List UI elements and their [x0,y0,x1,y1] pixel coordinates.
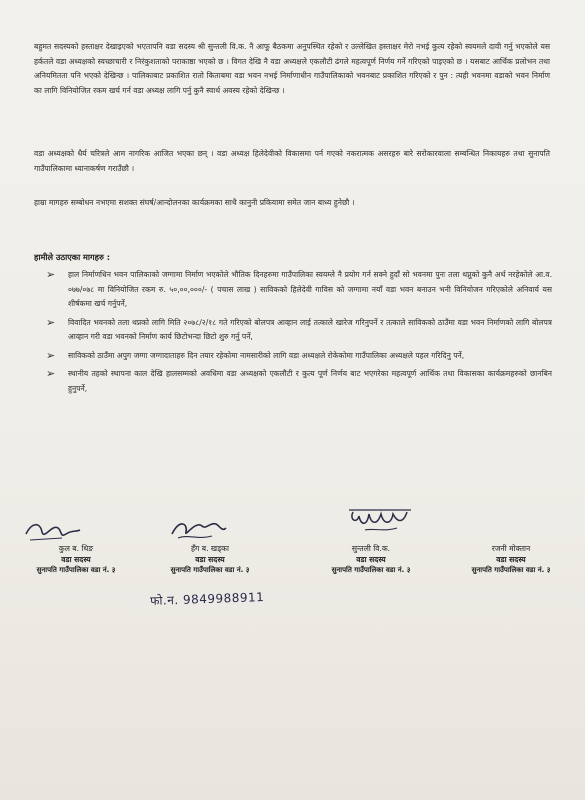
signature-scribble-2 [168,514,228,542]
demand-text: स्थानीय तहको स्थापना काल देखि हालसम्मको अवधिमा वडा अध्यक्षको एकलौटी र कुत्य पूर्ण निर्णय बाट भएगरेका महत्वपूर्ण आर्थिक तथा विकासका कार्यक्रमहरुको छानबिन हुनुपर्ने, [68,369,552,393]
signature-scribble-3 [345,502,415,536]
signatory-name: सुन्तली वि.क. [351,544,391,553]
signatory-ward: सुनापति गाउँपालिका वडा नं. ३ [36,566,116,574]
arrow-bullet-icon: ➢ [46,367,56,380]
signatory-ward: सुनापति गाउँपालिका वडा नं. ३ [471,566,551,574]
demand-item [46,367,552,396]
arrow-bullet-icon: ➢ [46,268,56,281]
demand-text: विवादित भवनको तला थप्नको लागि मिति २०७८/२/१८ गते गरिएको बोलपत्र आव्हान लाई तत्काले खारेज गरिनुपर्ने र तत्काले साविकको ठाउँमा वडा भवन निर्माणको लागि बोलपत्र आव्हान गरी वडा भवनको निर्माण कार्य छिटोभन्दा छिटो शुरु गर्नु पर्ने, [68,317,552,341]
signatory-block [16,543,136,576]
signatory-name: रजनी मोक्तान [491,544,531,553]
demands-heading: हामीले उठाएका मागहरु : [34,252,111,262]
demand-text: हाल निर्माणधिन भवन पालिकाको जग्गामा निर्माण भएकोले भौतिक दिनहरुमा गाउँपालिका स्वयम्ले नै प्रयोग गर्न सक्ने हुदाँ सो भवनमा पुनः तला थप्नुको कुनै अर्थ नरहेकोले आ.व. ०७७/०७८ मा विनियोजित रकम रु. ५०,००,०००/- ( पचास लाख ) साविकको हिलेदेवी गाविस को जग्गामा नयाँ वडा भवन बनाउन भनी विनियोजन गरिएकोले अनिवार्य यस शीर्षकमा खर्च गर्नुपर्ने, [68,270,552,308]
demand-item [46,349,552,364]
signatory-block [150,543,270,576]
signature-scribble-1 [22,516,84,546]
signatory-ward: सुनापति गाउँपालिका वडा नं. ३ [170,566,250,574]
demands-list [46,268,552,400]
signatory-role: वडा सदस्य [496,555,526,564]
signatory-ward: सुनापति गाउँपालिका वडा नं. ३ [331,566,411,574]
paragraph-allegations: बहुमत सदस्यको हस्ताक्षर देखाइएको भएतापनि वडा सदस्य श्री सुन्तली वि.क. नै आफू बैठकमा अनुपस्थित रहेको र उल्लेखित हस्ताक्षर मेरो नभई कुत्य रहेको स्वयमले दावी गर्नु भएकोले यस हर्कतले वडा अध्यक्षको स्वच्छाचारी र निरंकुशताको पराकाष्ठा भएको छ । विगत देखि नै वडा अध्यक्षले एकलौटी ढंगले महत्वपूर्ण निर्णय गर्ने गरिएको पाइएको छ । यसबाट आर्थिक प्रलोभन तथा अनियमितता पनि भएको देखिन्छ । पालिकाबाट प्रकाशित रातो किताबमा वडा भवन नभई निर्माणाधीन गाउँपालिकाको भवनबाट प्रकाशित गरिएको र पुन : त्यही भवनमा वडाको भवन निर्माण का लागि विनियोजित रकम खर्च गर्न वडा अध्यक्ष लागि पर्नु कुनै स्वार्थ अवस्य रहेको देखिन्छ । [34,42,550,95]
signatory-name: कुल ब. थिङ [58,544,94,553]
handwritten-phone-number: फो.न. 9849988911 [149,590,265,608]
arrow-bullet-icon: ➢ [46,315,56,329]
signatory-role: वडा सदस्य [61,555,91,564]
paragraph-warning: हाम्रा मागहरु सम्बोधन नभएमा सशक्त संघर्ष/आन्दोलनका कार्यक्रमका साथै कानुनी प्रकियामा समेत जान बाध्य हुनेछौ । [34,198,355,207]
signatory-role: वडा सदस्य [195,555,225,564]
demand-item [46,268,552,312]
paragraph-chairperson-conduct: वडा अध्यक्षको धैर्य चरित्रले आम नागरिक आजित भएका छन् । वडा अध्यक्ष हिलेदेवीको विकासमा पर्न गएको नकरात्मक असरहरु बारे सरोकारवाला सम्बन्धित निकायहरु तथा सुनापति गाउँपालिकामा ध्यानाकर्षण गराउँछौ । [34,149,550,173]
arrow-bullet-icon: ➢ [46,348,56,362]
demand-text: साविकको ठाउँमा अपुग जग्गा जग्गादाताहरु दिन तयार रहेकोमा नामसारीको लागि वडा अध्यक्षले रोकेकोमा गाउँपालिका अध्यक्षले पहल गरिदिनु पर्ने, [68,350,465,360]
signatory-name: हँग ब. खड्का [191,544,229,553]
signatory-block [306,543,436,576]
signatory-block [446,543,576,576]
demand-item [46,316,552,345]
signatory-role: वडा सदस्य [356,555,386,564]
